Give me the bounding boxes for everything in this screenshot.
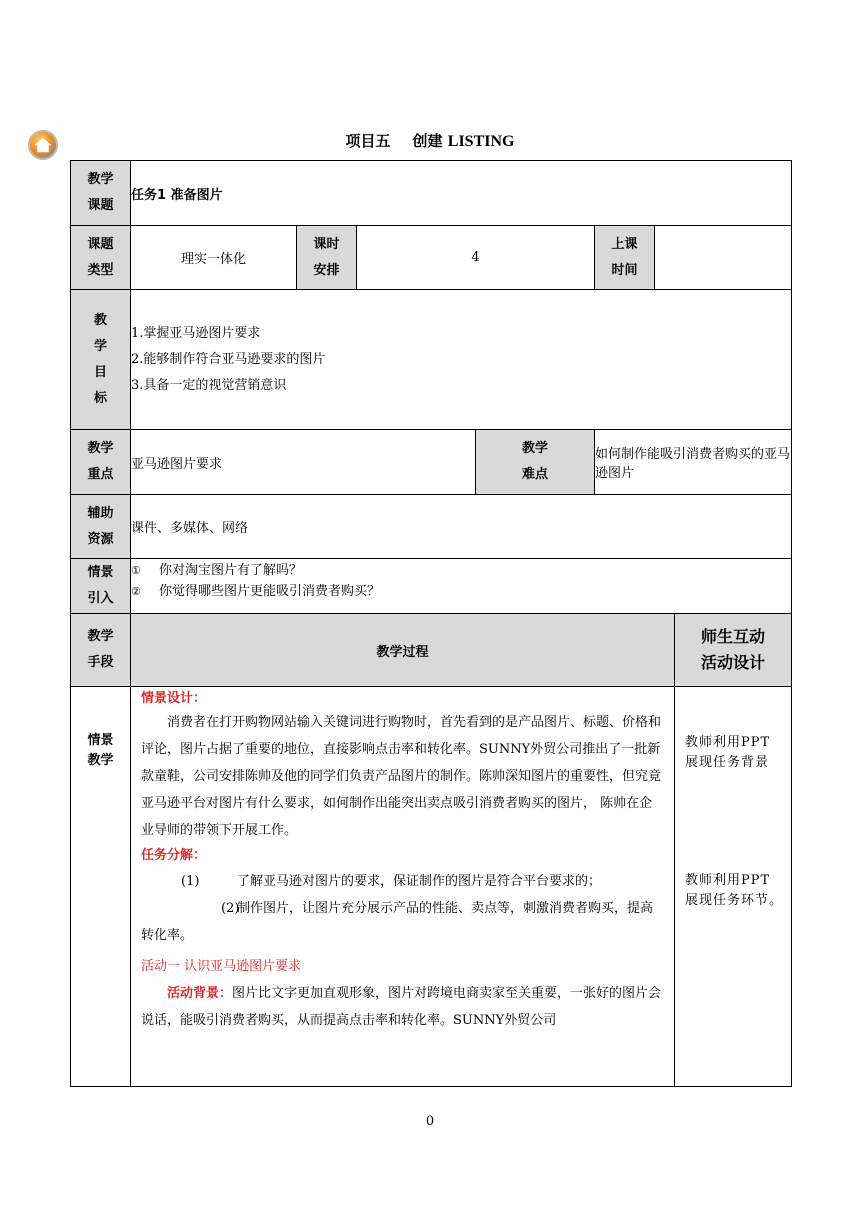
scene-design-text: 消费者在打开购物网站输入关键词进行购物时，首先看到的是产品图片、标题、价格和评论，图片占据了重要的地位，直接影响点击率和转化率。SUNNY外贸公司推出了一批新款童鞋，公司安排陈帅及他的同学们负责产品图片的制作。陈帅深知图片的重要性，但究竟亚马逊平台对图片有什么要求，如何制作出能突出卖点吸引消费者购买的图片， 陈帅在企业导师的带领下开展工作。	[141, 715, 662, 838]
key-label: 教学 重点	[71, 430, 131, 495]
page-number: 0	[425, 1114, 435, 1129]
task-item-2: (2)制作图片，让图片充分展示产品的性能、卖点等，刺激消费者购买，提高转化率。	[141, 901, 654, 943]
intro-label: 情景 引入	[71, 559, 131, 614]
resource-value: 课件、多媒体、网络	[131, 495, 792, 559]
hours-label: 课时 安排	[297, 226, 357, 290]
interaction-note-b: 教师利用PPT展现任务环节。	[685, 873, 784, 908]
task-breakdown-title: 任务分解：	[141, 848, 207, 863]
difficulty-value: 如何制作能吸引消费者购买的亚马逊图片	[595, 430, 792, 495]
topic-label: 教学 课题	[71, 161, 131, 226]
interaction-notes	[675, 687, 792, 1087]
topic-value: 任务1 准备图片	[131, 161, 792, 226]
method-label: 教学 手段	[71, 614, 131, 687]
hours-value: 4	[357, 226, 595, 290]
process-header: 教学过程	[131, 614, 675, 687]
document-header	[0, 130, 860, 151]
goal-label: 教 学 目 标	[71, 290, 131, 430]
scene-design-title: 情景设计：	[141, 691, 207, 706]
intro-list	[131, 559, 792, 614]
listing-label: LISTING	[447, 133, 515, 150]
key-value: 亚马逊图片要求	[131, 430, 476, 495]
time-label: 上课 时间	[595, 226, 655, 290]
activity-background: 活动背景：图片比文字更加直观形象，图片对跨境电商卖家至关重要，一张好的图片会说话，能吸引消费者购买，从而提高点击率和转化率。SUNNY外贸公司	[141, 986, 662, 1028]
goal-item: 1.掌握亚马逊图片要求	[131, 325, 261, 341]
goal-item: 2.能够制作符合亚马逊要求的图片	[131, 351, 326, 367]
interaction-header: 师生互动 活动设计	[675, 614, 792, 687]
difficulty-label: 教学 难点	[476, 430, 595, 495]
scene-teaching-label: 情景 教学	[71, 687, 131, 1087]
type-value: 理实一体化	[131, 226, 297, 290]
create-label: 创建	[412, 132, 443, 150]
activity-title: 活动一 认识亚马逊图片要求	[141, 959, 302, 974]
process-content	[131, 687, 675, 1087]
type-label: 课题 类型	[71, 226, 131, 290]
interaction-note-a: 教师利用PPT展现任务背景	[685, 735, 771, 770]
project-label: 项目五	[345, 132, 391, 150]
resource-label: 辅助 资源	[71, 495, 131, 559]
goal-list	[131, 290, 792, 430]
intro-item: ① 你对淘宝图片有了解吗？	[131, 563, 303, 578]
lesson-plan-table	[70, 160, 792, 1087]
intro-item: ② 你觉得哪些图片更能吸引消费者购买？	[131, 584, 381, 599]
task-item-1: (1) 了解亚马逊对图片的要求，保证制作的图片是符合平台要求的；	[181, 874, 602, 889]
goal-item: 3.具备一定的视觉营销意识	[131, 377, 287, 393]
time-value	[655, 226, 792, 290]
